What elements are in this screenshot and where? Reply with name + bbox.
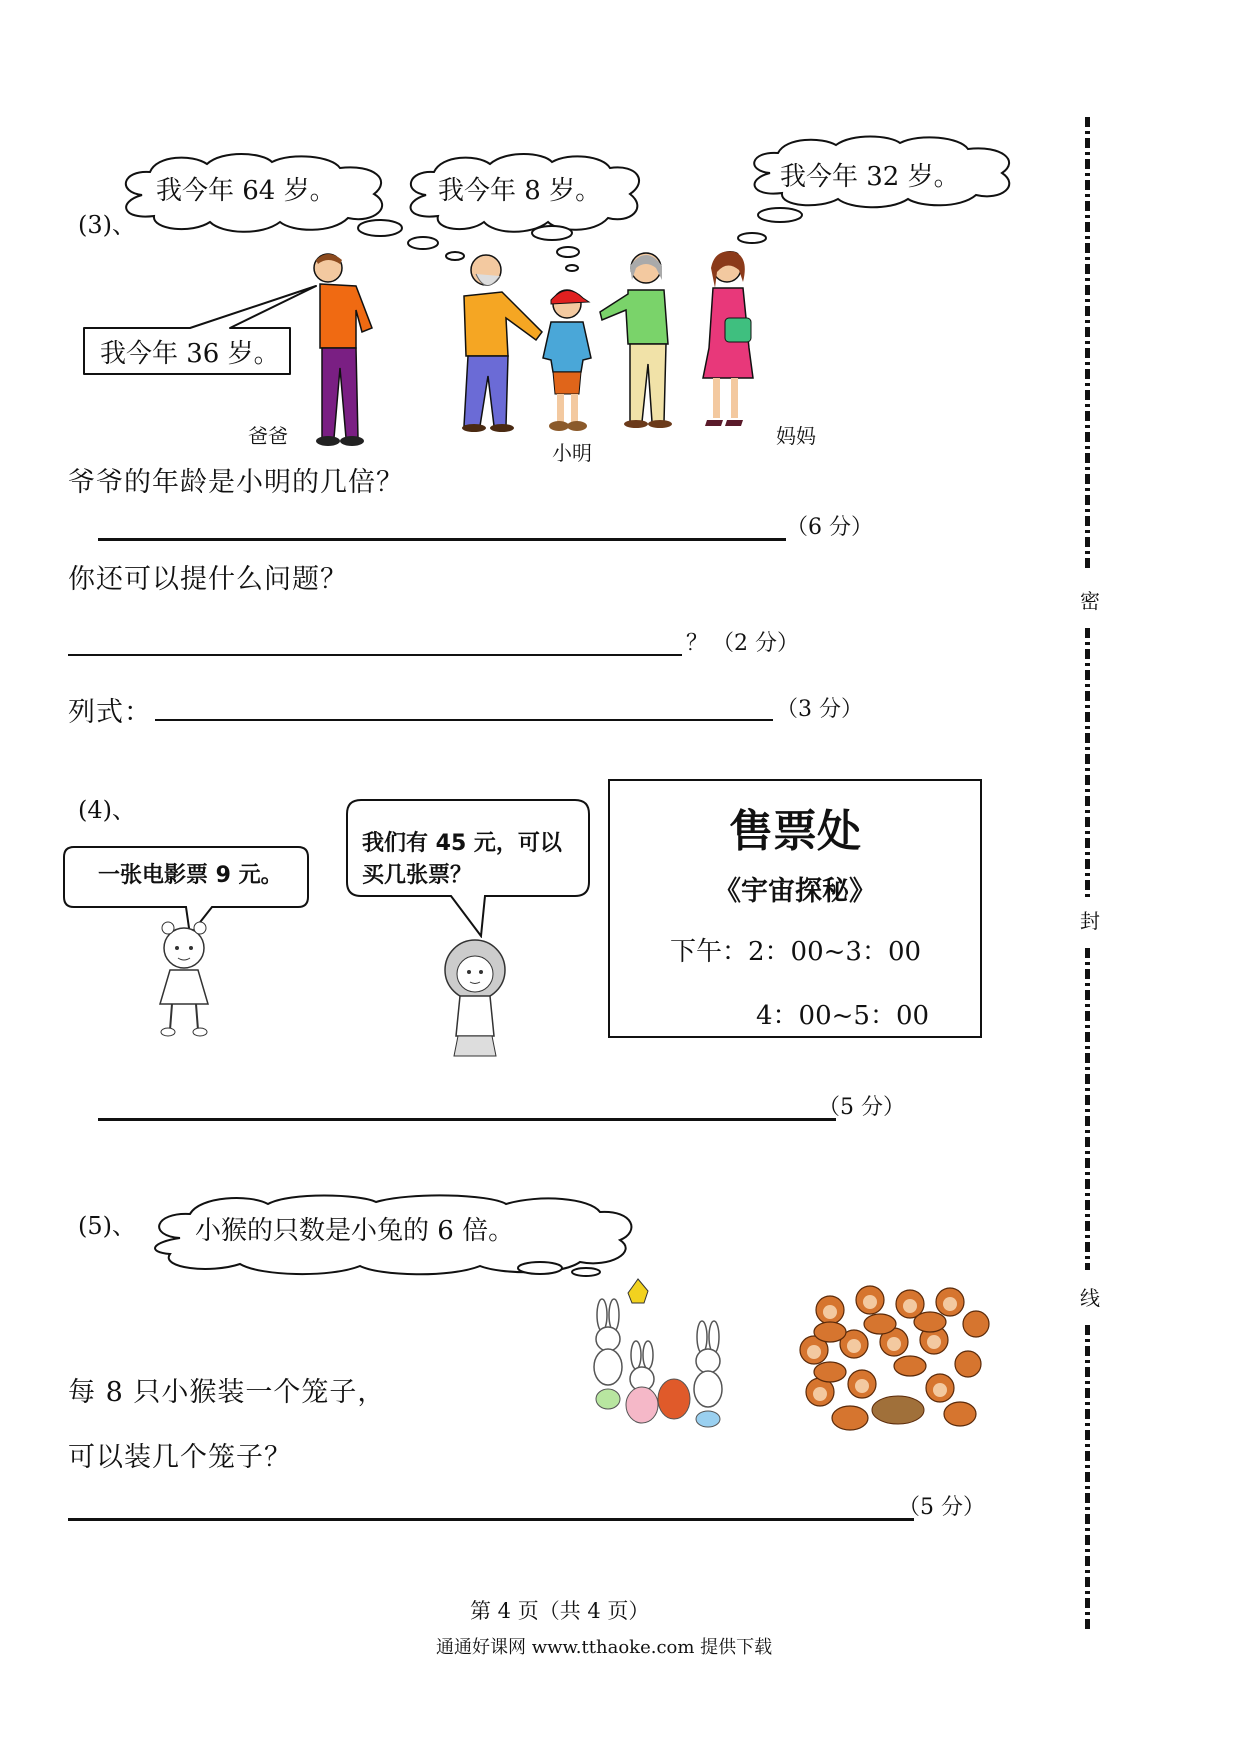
answer-line-3c[interactable] <box>155 719 773 721</box>
score-3c: （3 分） <box>776 697 863 722</box>
speech-bubble-girl-2-line-2: 买几张票？ <box>362 863 473 888</box>
source-credit: 通通好课网 www.tthaoke.com 提供下载 <box>436 1637 773 1658</box>
seal-label-mi: 密 <box>1080 589 1100 613</box>
binding-line-segment-2 <box>1085 628 1090 898</box>
showtime-2: 4：00~5：00 <box>756 1001 930 1031</box>
answer-line-4[interactable] <box>98 1118 836 1121</box>
score-4: （5 分） <box>818 1095 905 1120</box>
formula-label-3: 列式： <box>68 697 152 728</box>
girl-sketch-2 <box>430 932 520 1058</box>
seal-label-feng: 封 <box>1080 909 1100 933</box>
speech-bubble-girl-1-text: 一张电影票 9 元。 <box>98 863 283 888</box>
question-3-prompt-1: 爷爷的年龄是小明的几倍？ <box>68 467 404 498</box>
movie-name: 《宇宙探秘》 <box>714 876 876 907</box>
question-5-line-1: 每 8 只小猴装一个笼子， <box>68 1377 386 1408</box>
question-3-number: (3)、 <box>78 211 136 239</box>
question-4-number: (4)、 <box>78 796 136 824</box>
binding-line-segment-1 <box>1085 117 1090 572</box>
dad-figure <box>300 248 390 448</box>
monkeys-illustration <box>790 1280 995 1442</box>
ticket-office-title: 售票处 <box>729 806 861 857</box>
thought-cloud-mom-text: 我今年 32 岁。 <box>780 162 960 192</box>
label-mom: 妈妈 <box>776 424 816 448</box>
thought-bubble-trail <box>340 200 840 280</box>
girl-sketch-1 <box>148 920 220 1038</box>
score-3b: （2 分） <box>712 631 799 656</box>
grandma-figure <box>598 246 678 432</box>
question-5-number: (5)、 <box>78 1212 136 1240</box>
score-3a: （6 分） <box>786 515 873 540</box>
speech-bubble-girl-2-line-1: 我们有 45 元，可以 <box>362 831 562 856</box>
rabbits-illustration <box>572 1275 734 1437</box>
question-3-prompt-2: 你还可以提什么问题？ <box>68 564 348 595</box>
score-5: （5 分） <box>898 1495 985 1520</box>
answer-line-5[interactable] <box>68 1518 914 1521</box>
page-number: 第 4 页（共 4 页） <box>470 1599 650 1623</box>
thought-cloud-grandpa-text: 我今年 64 岁。 <box>156 176 336 206</box>
mom-figure <box>695 248 765 434</box>
speech-bubble-dad-text: 我今年 36 岁。 <box>100 339 280 369</box>
xiaoming-figure <box>535 282 605 434</box>
answer-line-3b[interactable] <box>68 654 682 656</box>
thought-cloud-xiaoming-text: 我今年 8 岁。 <box>438 176 602 206</box>
label-xiaoming: 小明 <box>552 441 592 465</box>
question-mark-3b: ？ <box>686 631 709 656</box>
thought-cloud-q5-text: 小猴的只数是小兔的 6 倍。 <box>195 1216 515 1246</box>
binding-line-segment-3 <box>1085 948 1090 1270</box>
label-dad: 爸爸 <box>248 424 288 448</box>
binding-line-segment-4 <box>1085 1325 1090 1633</box>
seal-label-xian: 线 <box>1080 1286 1100 1310</box>
ticket-office-sign <box>608 779 982 1038</box>
showtime-1: 下午：2：00~3：00 <box>670 937 922 967</box>
answer-line-3a[interactable] <box>98 538 786 541</box>
question-5-line-2: 可以装几个笼子？ <box>68 1442 292 1473</box>
